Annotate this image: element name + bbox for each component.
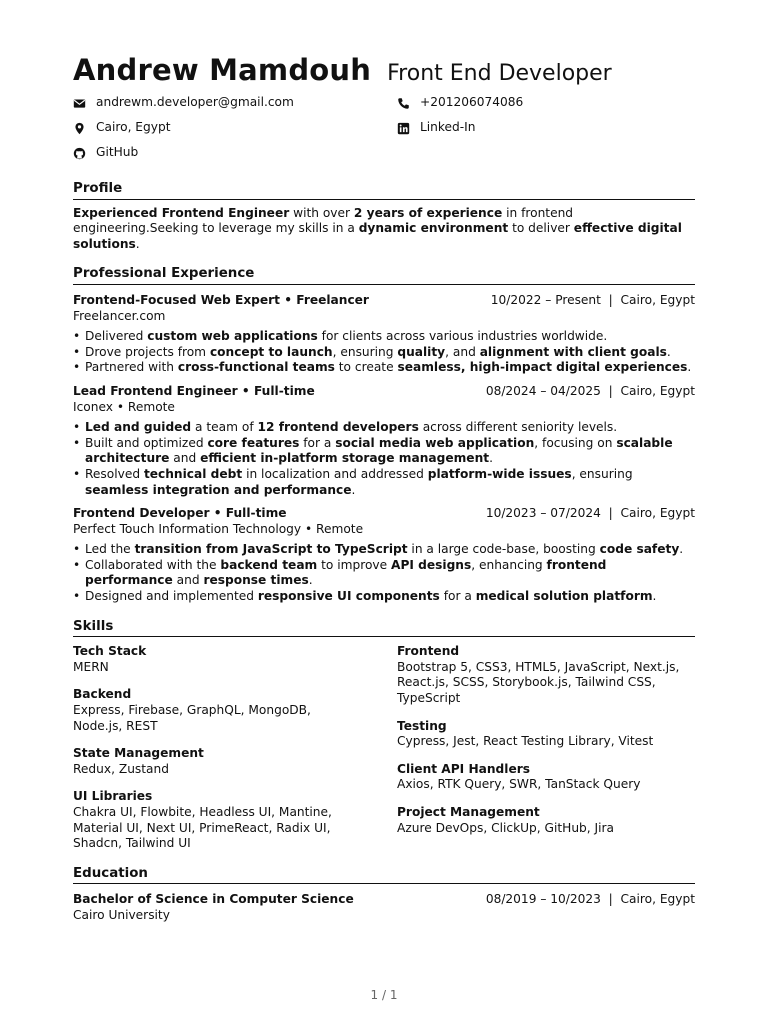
skill-group-name: UI Libraries — [73, 789, 153, 804]
job-company: Freelancer.com — [73, 308, 166, 323]
job-dates-location: 10/2022 – Present | Cairo, Egypt — [490, 292, 695, 307]
skill-group — [397, 762, 695, 793]
job-bullet: • Drove projects from concept to launch, ensuring quality, and alignment with client goals. — [73, 345, 695, 361]
job-bullet: • Collaborated with the backend team to improve API designs, enhancing frontend performance and response times. — [73, 558, 695, 589]
job-bullet: • Led the transition from JavaScript to TypeScript in a large code-base, boosting code safety. — [73, 542, 695, 558]
job-bullets — [73, 542, 695, 604]
contact-github[interactable] — [73, 145, 397, 161]
skill-group-name: Testing — [397, 718, 447, 733]
profile-heading: Profile — [73, 181, 695, 200]
skills-right-column — [397, 644, 695, 864]
contact-location-text: Cairo, Egypt — [96, 120, 171, 135]
skill-group-name: State Management — [73, 746, 204, 761]
contact-linkedin-text: Linked-In — [420, 120, 476, 135]
job-title: Frontend Developer • Full-time — [73, 506, 287, 521]
skill-group-items: Cypress, Jest, React Testing Library, Vitest — [397, 734, 654, 749]
experience-section — [73, 266, 695, 604]
school-name: Cairo University — [73, 907, 170, 922]
skill-group — [397, 805, 695, 836]
job-bullets — [73, 420, 695, 498]
skill-group-name: Frontend — [397, 644, 460, 659]
profile-summary: Experienced Frontend Engineer with over 2 years of experience in frontend engineering.Seeking to leverage my skills in a dynamic environment to deliver effective digital solutions. — [73, 205, 682, 251]
candidate-title: Front End Developer — [387, 61, 612, 86]
contact-email-text: andrewm.developer@gmail.com — [96, 95, 294, 110]
contact-email[interactable] — [73, 95, 397, 111]
job-company: Perfect Touch Information Technology • Remote — [73, 521, 364, 536]
job-entry — [73, 293, 695, 376]
candidate-name: Andrew Mamdouh — [73, 53, 372, 87]
skill-group-items: Bootstrap 5, CSS3, HTML5, JavaScript, Next.js, React.js, SCSS, Storybook.js, Tailwind CSS, TypeScript — [397, 659, 680, 706]
skill-group-items: MERN — [73, 659, 109, 674]
skill-group-items: Chakra UI, Flowbite, Headless UI, Mantine, Material UI, Next UI, PrimeReact, Radix UI, Shadcn, Tailwind UI — [73, 805, 332, 851]
skill-group — [73, 687, 397, 734]
github-icon — [73, 147, 86, 160]
education-dates-location: 08/2019 – 10/2023 | Cairo, Egypt — [485, 892, 695, 907]
linkedin-icon — [397, 122, 410, 135]
job-dates-location: 08/2024 – 04/2025 | Cairo, Egypt — [485, 383, 695, 398]
skill-group — [73, 746, 397, 777]
job-bullet: • Built and optimized core features for a social media web application, focusing on scalable architecture and efficient in-platform storage management. — [73, 436, 695, 467]
contact-github-text: GitHub — [96, 145, 139, 160]
skills-left-column — [73, 644, 397, 864]
resume-header — [73, 50, 695, 94]
skill-group — [73, 644, 397, 675]
job-title: Frontend-Focused Web Expert • Freelancer — [73, 292, 369, 307]
profile-section — [73, 181, 695, 252]
contact-linkedin[interactable] — [397, 120, 695, 136]
contact-location — [73, 120, 397, 136]
degree-name: Bachelor of Science in Computer Science — [73, 892, 354, 907]
job-entry — [73, 384, 695, 498]
education-section — [73, 866, 695, 924]
education-entry — [73, 892, 695, 923]
skill-group — [397, 719, 695, 750]
job-company: Iconex • Remote — [73, 399, 175, 414]
skill-group-items: Redux, Zustand — [73, 761, 169, 776]
skill-group-name: Client API Handlers — [397, 761, 530, 776]
contact-list — [73, 95, 695, 161]
skill-group-items: Axios, RTK Query, SWR, TanStack Query — [397, 777, 641, 792]
skills-section — [73, 619, 695, 864]
skill-group-items: Express, Firebase, GraphQL, MongoDB, Node.js, REST — [73, 703, 311, 733]
job-entry — [73, 506, 695, 605]
education-heading: Education — [73, 866, 695, 885]
job-bullet: • Led and guided a team of 12 frontend developers across different seniority levels. — [73, 420, 695, 436]
job-bullet: • Resolved technical debt in localization and addressed platform-wide issues, ensuring seamless integration and performance. — [73, 467, 695, 498]
skill-group-name: Backend — [73, 687, 132, 702]
envelope-icon — [73, 97, 86, 110]
job-title: Lead Frontend Engineer • Full-time — [73, 383, 315, 398]
skills-heading: Skills — [73, 619, 695, 638]
skill-group — [73, 789, 397, 851]
experience-heading: Professional Experience — [73, 266, 695, 285]
contact-phone[interactable] — [397, 95, 695, 111]
job-bullets — [73, 329, 695, 376]
skills-grid — [73, 644, 695, 864]
skill-group-name: Tech Stack — [73, 644, 147, 659]
page-indicator: 1 / 1 — [370, 988, 398, 1002]
location-pin-icon — [73, 122, 86, 135]
phone-icon — [397, 97, 410, 110]
skill-group — [397, 644, 695, 706]
skill-group-items: Azure DevOps, ClickUp, GitHub, Jira — [397, 820, 614, 835]
job-dates-location: 10/2023 – 07/2024 | Cairo, Egypt — [485, 506, 695, 521]
job-bullet: • Partnered with cross-functional teams to create seamless, high-impact digital experiences. — [73, 360, 695, 376]
resume-page — [73, 50, 695, 924]
job-bullet: • Designed and implemented responsive UI components for a medical solution platform. — [73, 589, 695, 605]
contact-phone-text: +201206074086 — [420, 95, 524, 110]
skill-group-name: Project Management — [397, 805, 540, 819]
job-bullet: • Delivered custom web applications for clients across various industries worldwide. — [73, 329, 695, 345]
